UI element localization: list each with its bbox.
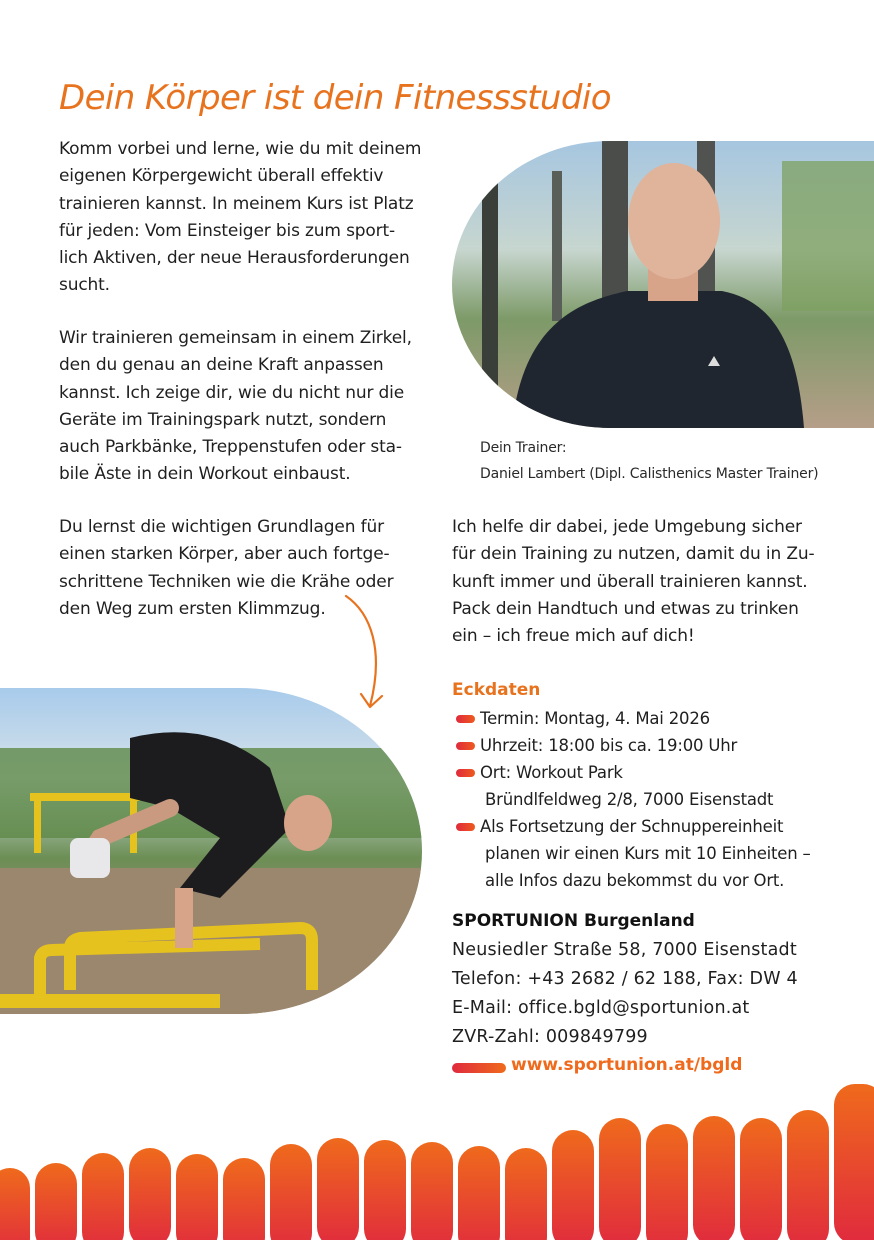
text-line: sucht.	[59, 275, 110, 296]
address: Neusiedler Straße 58, 7000 Eisenstadt	[452, 940, 797, 960]
list-item	[456, 759, 811, 813]
workout-illustration	[0, 688, 422, 1014]
bullet-icon	[456, 823, 475, 831]
website-bar-icon	[452, 1063, 506, 1073]
zvr-number: ZVR-Zahl: 009849799	[452, 1027, 648, 1047]
stripe	[787, 1110, 829, 1240]
text-line: Komm vorbei und lerne, wie du mit deinem	[59, 139, 422, 159]
text-line: Du lernst die wichtigen Grundlagen für	[59, 517, 384, 537]
trainer-photo	[452, 141, 874, 428]
list-item-text: planen wir einen Kurs mit 10 Einheiten –	[480, 844, 811, 863]
text-line: den Weg zum ersten Klimmzug.	[59, 598, 326, 619]
text-line: lich Aktiven, der neue Herausforderungen	[59, 248, 410, 269]
list-item-text: alle Infos dazu bekommst du vor Ort.	[480, 871, 785, 890]
facts-list	[456, 705, 811, 894]
bottom-decoration	[0, 1080, 874, 1240]
stripe	[129, 1148, 171, 1240]
bullet-icon	[456, 769, 475, 777]
text-line: kannst. Ich zeige dir, wie du nicht nur die	[59, 382, 405, 403]
text-line: Geräte im Trainingspark nutzt, sondern	[59, 409, 387, 430]
text-line: eigenen Körpergewicht überall effektiv	[59, 166, 384, 187]
text-line: Pack dein Handtuch und etwas zu trinken	[452, 598, 799, 619]
stripe	[411, 1142, 453, 1240]
stripe	[176, 1154, 218, 1240]
text-line: schrittene Techniken wie die Krähe oder	[59, 571, 394, 592]
stripe	[223, 1158, 265, 1240]
text-line: einen starken Körper, aber auch fortge-	[59, 544, 390, 565]
contact-block	[452, 936, 798, 1052]
text-line: Wir trainieren gemeinsam in einem Zirkel,	[59, 328, 412, 348]
list-item-text: Ort: Workout Park	[480, 763, 623, 782]
text-line: ein – ich freue mich auf dich!	[452, 626, 695, 647]
list-item	[456, 813, 811, 894]
athlete-arm	[175, 888, 193, 948]
trainer-head	[628, 163, 720, 279]
intro-paragraph-1	[59, 136, 421, 300]
bullet-icon	[456, 742, 475, 750]
list-item-text: Als Fortsetzung der Schnuppereinheit	[480, 817, 784, 836]
text-line: auch Parkbänke, Treppenstufen oder sta-	[59, 437, 402, 458]
yellow-beam	[0, 994, 220, 1008]
stripe	[693, 1116, 735, 1240]
facts-heading: Eckdaten	[452, 680, 541, 700]
text-line: bile Äste in dein Workout einbaust.	[59, 464, 351, 485]
bullet-icon	[456, 715, 475, 723]
yellow-bar	[30, 793, 140, 801]
tree-foliage	[782, 161, 874, 311]
stripe	[364, 1140, 406, 1240]
workout-photo	[0, 688, 422, 1014]
text-line: Ich helfe dir dabei, jede Umgebung sicher	[452, 517, 802, 537]
text-line: für jeden: Vom Einsteiger bis zum sport-	[59, 220, 396, 241]
stripe	[599, 1118, 641, 1240]
intro-paragraph-4	[452, 514, 814, 650]
stripe	[82, 1153, 124, 1240]
bar-post	[482, 181, 498, 428]
trainer-caption-label: Dein Trainer:	[480, 440, 567, 456]
text-line: den du genau an deine Kraft anpassen	[59, 355, 384, 376]
list-item-text: Uhrzeit: 18:00 bis ca. 19:00 Uhr	[480, 736, 738, 755]
phone: Telefon: +43 2682 / 62 188, Fax: DW 4	[452, 969, 798, 989]
stripe	[505, 1148, 547, 1240]
text-line: kunft immer und überall trainieren kannst.	[452, 571, 808, 592]
page-title: Dein Körper ist dein Fitnessstudio	[59, 78, 611, 118]
stripe	[834, 1084, 874, 1240]
list-item	[456, 732, 811, 759]
email-link[interactable]: E-Mail: office.bgld@sportunion.at	[452, 998, 750, 1018]
list-item	[456, 705, 811, 732]
text-line: trainieren kannst. In meinem Kurs ist Platz	[59, 193, 414, 214]
stripe	[270, 1144, 312, 1240]
organization-name: SPORTUNION Burgenland	[452, 911, 695, 931]
athlete-shoe	[70, 838, 110, 878]
list-item-text: Bründlfeldweg 2/8, 7000 Eisenstadt	[480, 790, 774, 809]
intro-paragraph-2	[59, 325, 412, 489]
stripe	[35, 1163, 77, 1240]
list-item-text: Termin: Montag, 4. Mai 2026	[480, 709, 710, 728]
trainer-illustration	[452, 141, 874, 428]
athlete-head	[284, 795, 332, 851]
trainer-caption-name: Daniel Lambert (Dipl. Calisthenics Master Trainer)	[480, 466, 819, 482]
stripe	[317, 1138, 359, 1240]
text-line: für dein Training zu nutzen, damit du in Zu-	[452, 544, 815, 565]
yellow-bar-leg	[34, 793, 41, 853]
stripe	[646, 1124, 688, 1240]
website-link[interactable]: www.sportunion.at/bgld	[511, 1055, 743, 1075]
bar-post	[552, 171, 562, 321]
stripe	[0, 1168, 30, 1240]
stripe	[552, 1130, 594, 1240]
stripe	[458, 1146, 500, 1240]
stripe	[740, 1118, 782, 1240]
